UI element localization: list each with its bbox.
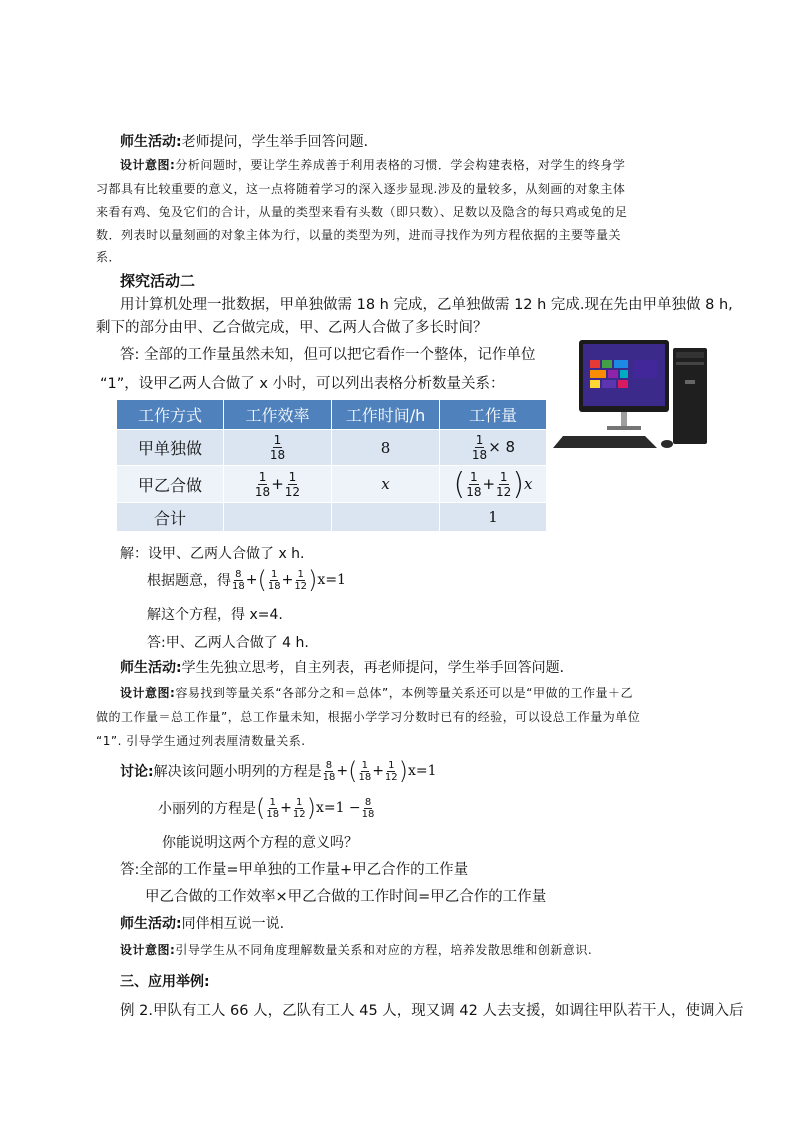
- label: 师生活动:: [120, 916, 182, 932]
- text: 小丽列的方程是: [158, 801, 256, 817]
- header-workload: 工作量: [440, 400, 547, 430]
- label: 设计意图:: [120, 943, 176, 957]
- problem-line-2: 剩下的部分由甲、乙合做完成，甲、乙两人合做了多长时间？: [96, 320, 488, 336]
- header-efficiency: 工作效率: [224, 400, 332, 430]
- teacher-activity-3: [120, 913, 284, 933]
- text: 同伴相互说一说.: [181, 916, 285, 932]
- time-cell: x: [332, 466, 440, 503]
- text: 学生先独立思考，自主列表，再老师提问，学生举手回答问题．: [181, 660, 574, 676]
- answer-line-1: 答: 全部的工作量虽然未知，但可以把它看作一个整体，记作单位: [120, 347, 536, 363]
- text: 引导学生从不同角度理解数量关系和对应的方程，培养发散思维和创新意识.: [175, 943, 593, 957]
- solution-line-3: 解这个方程，得 x=4.: [147, 607, 283, 623]
- answer2-line-2: 甲乙合做的工作效率×甲乙合做的工作时间=甲乙合作的工作量: [145, 889, 547, 905]
- label: 设计意图:: [120, 158, 176, 172]
- answer-line-2: “1”，设甲乙两人合做了 x 小时，可以列出表格分析数量关系：: [100, 376, 505, 392]
- solution-line-4: 答:甲、乙两人合做了 4 h.: [147, 635, 309, 651]
- label: 师生活动:: [120, 134, 182, 150]
- label: 设计意图:: [120, 686, 176, 700]
- text: 解决该问题小明列的方程是: [153, 764, 322, 780]
- table-row: [117, 503, 547, 532]
- label: 师生活动:: [120, 660, 182, 676]
- solution-line-1: 解：设甲、乙两人合做了 x h.: [120, 546, 305, 562]
- discussion-line-2: 小丽列的方程是 ( $\frac{1}{18}$ + $\frac{1}{12}$ ) x=1 − $\frac{8}{18}$: [158, 794, 375, 822]
- desktop-computer-image: [545, 340, 717, 452]
- monitor-stand: [621, 412, 627, 426]
- row-label: 甲乙合做: [117, 466, 224, 503]
- keyboard: [553, 436, 657, 448]
- table-header-row: [117, 400, 547, 430]
- problem-line-1: 用计算机处理一批数据，甲单独做需 18 h 完成，乙单独做需 12 h 完成.现在先由甲单独做 8 h,: [120, 297, 733, 313]
- text: 老师提问，学生举手回答问题．: [181, 134, 378, 150]
- design-intent-1-line-2: 习都具有比较重要的意义，这一点将随着学习的深入逐步显现.涉及的量较多，从刻画的对象主体: [96, 182, 626, 196]
- efficiency-cell: $\frac{1}{18}$: [224, 430, 332, 466]
- mouse: [661, 440, 673, 448]
- header-time: 工作时间/h: [332, 400, 440, 430]
- monitor-base: [607, 426, 641, 430]
- design-intent-1-line-1: [120, 156, 625, 173]
- label: 讨论:: [120, 764, 154, 780]
- design-intent-1-line-5: 系．: [96, 250, 122, 264]
- text: 分析问题时，要让学生养成善于利用表格的习惯．学会构建表格，对学生的终身学: [175, 158, 626, 172]
- design-intent-2-line-1: [120, 684, 633, 701]
- design-intent-1-line-3: 来看有鸡、兔及它们的合计，从量的类型来看有头数（即只数）、足数以及隐含的每只鸡或兔的足: [96, 205, 628, 219]
- design-intent-2-line-3: “1”. 引导学生通过列表厘清数量关系.: [96, 734, 306, 748]
- table-row: [117, 466, 547, 503]
- section-title-activity-2: 探究活动二: [120, 272, 196, 290]
- discussion-line-3: 你能说明这两个方程的意义吗？: [162, 835, 358, 851]
- row-label: 合计: [117, 503, 224, 532]
- solution-line-2: 根据题意，得 $\frac{8}{18}$ + ( $\frac{1}{18}$ + $\frac{1}{12}$ ) x=1: [147, 566, 346, 594]
- workload-cell: $\frac{1}{18}$ × 8: [440, 430, 547, 466]
- text: 根据题意，得: [147, 573, 231, 589]
- design-intent-1-line-4: 数．列表时以量刻画的对象主体为行，以量的类型为列，进而寻找作为列方程依据的主要等量关: [96, 228, 622, 242]
- discussion-line-1: 讨论: 解决该问题小明列的方程是 $\frac{8}{18}$ + ( $\frac{1}{18}$ + $\frac{1}{12}$ ) x=1: [120, 757, 437, 785]
- answer2-line-1: 答:全部的工作量=甲单独的工作量+甲乙合作的工作量: [120, 862, 469, 878]
- time-cell: [332, 503, 440, 532]
- section-title-application: 三、应用举例:: [120, 974, 210, 990]
- workload-cell: ( $\frac{1}{18}$ + $\frac{1}{12}$ )x: [440, 466, 547, 503]
- work-analysis-table: [116, 399, 547, 532]
- efficiency-cell: [224, 503, 332, 532]
- table-row: [117, 430, 547, 466]
- teacher-activity-1: [120, 131, 378, 151]
- header-method: 工作方式: [117, 400, 224, 430]
- design-intent-3: [120, 941, 592, 958]
- workload-cell: 1: [440, 503, 547, 532]
- row-label: 甲单独做: [117, 430, 224, 466]
- time-cell: 8: [332, 430, 440, 466]
- design-intent-2-line-2: 做的工作量＝总工作量”，总工作量未知，根据小学学习分数时已有的经验，可以设总工作量为单位: [96, 710, 641, 724]
- efficiency-cell: $\frac{1}{18}$ + $\frac{1}{12}$: [224, 466, 332, 503]
- text: 容易找到等量关系“各部分之和＝总体”，本例等量关系还可以是“甲做的工作量＋乙: [175, 686, 633, 700]
- teacher-activity-2: [120, 657, 574, 677]
- example-2: 例 2.甲队有工人 66 人，乙队有工人 45 人，现又调 42 人去支援，如调往甲队若干人，使调入后: [120, 1003, 744, 1019]
